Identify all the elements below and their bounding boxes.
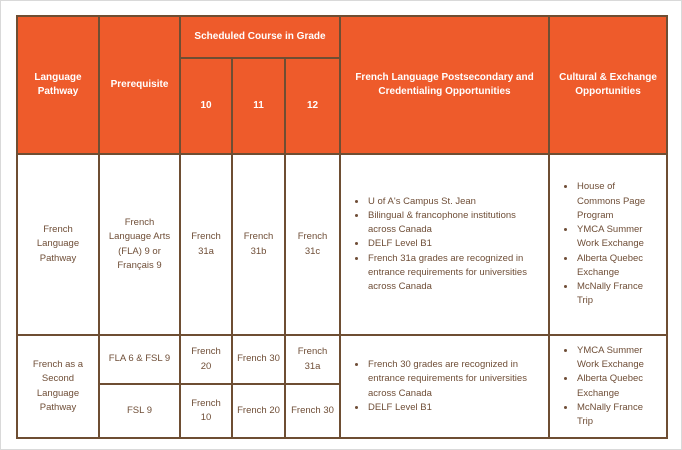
cell-pathway-name: French Language Pathway <box>17 154 99 335</box>
cell-cultural-opportunities <box>549 335 667 438</box>
header-postsecondary: French Language Postsecondary and Credentialing Opportunities <box>340 16 549 154</box>
list-item: • French 30 grades are recognized in entrance requirements for universities across Canada <box>367 358 540 401</box>
cell-grade11-course: French 20 <box>232 384 285 438</box>
cell-prerequisite: FLA 6 & FSL 9 <box>99 335 180 384</box>
cell-pathway-name: French as a Second Language Pathway <box>17 335 99 438</box>
list-item: • U of A's Campus St. Jean <box>367 195 540 209</box>
list-item: • YMCA Summer Work Exchange <box>576 223 658 252</box>
cell-grade12-course: French 31a <box>285 335 340 384</box>
cell-grade11-course: French 30 <box>232 335 285 384</box>
list-item: • DELF Level B1 <box>367 401 540 415</box>
table-row-fsl-track-1 <box>17 335 667 384</box>
cell-prerequisite: FSL 9 <box>99 384 180 438</box>
header-prerequisite: Prerequisite <box>99 16 180 154</box>
list-item: • Alberta Quebec Exchange <box>576 372 658 401</box>
postsecondary-list <box>351 358 540 415</box>
table-header <box>17 16 667 154</box>
header-grade-12: 12 <box>285 58 340 154</box>
language-pathway-table <box>16 15 668 439</box>
cell-postsecondary-opportunities <box>340 154 549 335</box>
header-cultural: Cultural & Exchange Opportunities <box>549 16 667 154</box>
postsecondary-list <box>351 195 540 295</box>
list-item: • Bilingual & francophone institutions across Canada <box>367 209 540 238</box>
header-language-pathway: Language Pathway <box>17 16 99 154</box>
cultural-list <box>560 344 658 430</box>
cell-grade11-course: French 31b <box>232 154 285 335</box>
list-item: • French 31a grades are recognized in entrance requirements for universities across Canada <box>367 252 540 295</box>
list-item: • House of Commons Page Program <box>576 180 658 223</box>
list-item: • DELF Level B1 <box>367 237 540 251</box>
header-row-top <box>17 16 667 58</box>
cell-postsecondary-opportunities <box>340 335 549 438</box>
header-grade-11: 11 <box>232 58 285 154</box>
header-scheduled-course: Scheduled Course in Grade <box>180 16 340 58</box>
table-body <box>17 154 667 438</box>
list-item: • McNally France Trip <box>576 280 658 309</box>
list-item: • McNally France Trip <box>576 401 658 430</box>
list-item: • YMCA Summer Work Exchange <box>576 344 658 373</box>
header-grade-10: 10 <box>180 58 232 154</box>
cell-grade10-course: French 31a <box>180 154 232 335</box>
cultural-list <box>560 180 658 308</box>
cell-grade10-course: French 10 <box>180 384 232 438</box>
table-row-french-language <box>17 154 667 335</box>
cell-grade10-course: French 20 <box>180 335 232 384</box>
list-item: • Alberta Quebec Exchange <box>576 252 658 281</box>
cell-grade12-course: French 30 <box>285 384 340 438</box>
cell-cultural-opportunities <box>549 154 667 335</box>
cell-grade12-course: French 31c <box>285 154 340 335</box>
cell-prerequisite: French Language Arts (FLA) 9 or Français 9 <box>99 154 180 335</box>
